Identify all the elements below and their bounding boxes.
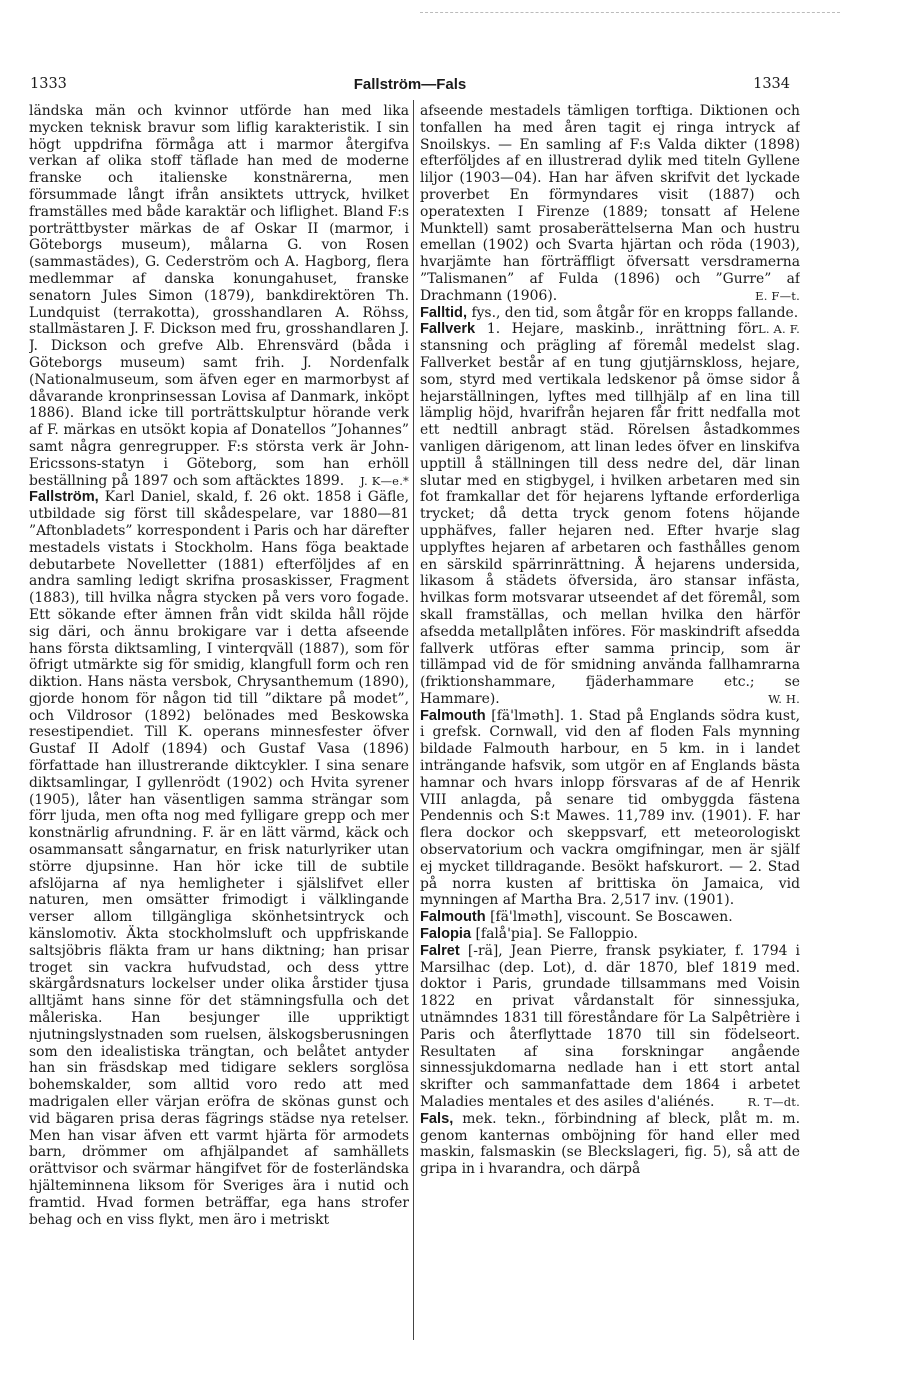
- entry-text: Karl Daniel, skald, f. 26 okt. 1858 i Gäfle, utbildade sig först till skådespelare, var 1880—81 ”Aftonbladets” korrespondent i Paris och har därefter mestadels vistats i Stockholm. Hans föga beaktade debutarbete Novelletter (1881) efterföljdes af en andra samling ledigt skrifna prosaskisser, Fragment (1883), till hvilka några stycken på vers voro fogade. Ett sökande efter ämnen från vidt skilda håll röjde sig däri, och ännu brokigare var i detta afseende hans första diktsamling, I vinterqväll (1887), som för öfrigt utmärkte sig för smidig, klangfull form och ren diktion. Hans nästa versbok, Chrysanthemum (1890), gjorde honom för någon tid till ”diktare på modet”, och Vildrosor (1892) belönades med Beskowska resestipendiet. Till K. operans minnesfester öfver Gustaf II Adolf (1894) och Gustaf Vasa (1896) författade han illustrerande diktcykler. I sina senare diktsamlingar, I gyllenrödt (1902) och Hvita syrener (1905), låter han väsentligen samma strängar som förr ljuda, men ofta nog med fylligare grepp och mer konstnärlig afrundning. F. är en lätt värmd, käck och osammansatt sångarnatur, en frisk naturlyriker utan större djupsinne. Han hör icke till de subtile afslöjarna af nya hemligheter i själslifvet eller naturen, men omsätter frimodigt i välklingande verser allom tillgängliga skönhetsintryck och känslomotiv. Äkta stockholmsluft och uppfriskande saltsjöbris fläkta fram ur hans diktning; han prisar troget sin vackra hufvudstad, och dess yttre skärgårdsnaturs lockelser under olika årstider tjusa alltjämt hans sinne för det stämningsfulla och det måleriska. Han besjunger ille uppriktigt njutningslystnaden som ruelsen, älskogsberusningen som den idealistiska trängtan, och belåtet antyder han sin fräsdskap med tidigare seklers sorglösa bohemskalder, som alltid voro redo att med madrigalen eller värjan eröfra de skönas gunst och vid bägaren prisa deras fägrings städse nya retelser. Men han visar äfven ett varmt hjärta för armodets barn, drömmer om afhjälpandet af samhällets orättvisor och svärmar hängifvet för de fosterländska hjälteminnena liksom för Sveriges ära i nutid och framtid. Hvad formen beträffar, ega hans strofer behag och en viss flykt, men äro i metriskt: [29, 489, 409, 1228]
- entry-falmouth-viscount: [420, 909, 800, 926]
- right-page-number: 1334: [753, 76, 790, 92]
- headword: Falmouth: [420, 707, 486, 724]
- headword: Falret: [420, 942, 460, 959]
- entry-falret: [420, 943, 800, 1111]
- headword: Fals,: [420, 1110, 454, 1127]
- right-column: [420, 103, 800, 1353]
- entry-text: [falå'pia]. Se Falloppio.: [471, 926, 638, 943]
- author-signature: E. F—t.: [755, 288, 800, 303]
- paragraph-text: ländska män och kvinnor utförde han med lika mycken teknisk bravur som liflig karakteristik. I sin högt uppdrifna förmåga att i marmor återgifva verkan af olika stoff täflade han med de moderne franske och italienske konstnärerna, men försummade långt ifrån ansiktets uttryck, hvilket framställes med både karaktär och liflighet. Bland F:s porträttbyster märkas de af Oskar II (marmor, i Göteborgs museum), målarna G. von Rosen (sammastädes), G. Cederström och A. Hagborg, flera medlemmar af danska konungahuset, franske senatorn Jules Simon (1879), bankdirektören Th. Lundquist (terrakotta), grosshandlaren A. Röhss, stallmästaren J. F. Dickson med fru, grosshandlaren J. J. Dickson och grefve Alb. Ehrensvärd (båda i Göteborgs museum) samt frih. J. Nordenfalk (Nationalmuseum, som äfven eger en marmorbyst af dåvarande kronprinsessan Lovisa af Danmark, inköpt 1886). Bland icke till porträttskulptur hörande verk af F. märkas en utsökt kopia af Donatellos ”Johannes” samt några genregrupper. F:s största verk är John-Ericssons-statyn i Göteborg, som han erhöll beställning på 1897 och som aftäcktes 1899.: [29, 103, 409, 489]
- entry-text: mek. tekn., förbindning af bleck, plåt m. m. genom kanternas omböjning för hand eller med maskin, falsmaskin (se Bleckslageri, fig. 5), så att de gripa in i hvarandra, och därpå: [420, 1110, 800, 1178]
- left-page-number: 1333: [30, 76, 67, 92]
- entry-fals: [420, 1111, 800, 1178]
- article-continuation: [29, 103, 409, 489]
- scan-edge-line: [420, 12, 840, 14]
- entry-fallverk: [420, 321, 800, 707]
- column-divider: [413, 100, 414, 1340]
- entry-text: [-rä], Jean Pierre, fransk psykiater, f. 1794 i Marsilhac (dep. Lot), d. där 1870, blef 1819 med. doktor i Paris, grundade tillsammans med Voisin 1822 en privat vårdanstalt för sinnessjuka, utnämndes 1831 till föreståndare för La Salpêtrière i Paris och återflyttade 1870 till sin födelseort. Resultaten af sina forskningar angående sinnessjukdomarna nedlade han i ett stort antal skrifter och sammanfattade dem 1864 i arbetet Maladies mentales et des asiles d'aliénés.: [420, 942, 800, 1111]
- entry-continuation: [420, 103, 800, 305]
- entry-text: [fä'lməth]. 1. Stad på Englands södra kust, i grefsk. Cornwall, vid den af floden Fals mynning bildade Falmouth harbour, en 5 km. in i landet inträngande hafsvik, som utgör en af Englands bästa hamnar och hvars inlopp försvaras af de af Henrik VIII anlagda, på senare tid ombyggda fästena Pendennis och S:t Mawes. 11,789 inv. (1901). F. har flera dockor och skeppsvarf, ett meteorologiskt observatorium och vackra omgifningar, men är själf ej mycket tilldragande. Besökt hafskurort. — 2. Stad på norra kusten af brittiska ön Jamaica, vid mynningen af Martha Bra. 2,517 inv. (1901).: [420, 707, 800, 909]
- headword: Falltid,: [420, 304, 468, 321]
- entry-falopia: [420, 926, 800, 943]
- left-column: [29, 103, 409, 1353]
- author-signature: J. K—e.*: [360, 473, 409, 488]
- headword: Fallström,: [29, 489, 99, 506]
- entry-text: [fä'lməth], viscount. Se Boscawen.: [485, 909, 733, 926]
- entry-text: fys., den tid, som åtgår för en kropps fallande.: [467, 304, 799, 321]
- headword: Fallverk: [420, 321, 476, 338]
- entry-fallstrom: [29, 489, 409, 1228]
- entry-text: 1. Hejare, maskinb., inrättning för stansning och prägling af föremål medelst slag. Fallverket består af en tung gjutjärnskloss, hejare, som, styrd med vertikala ledskenor på ömse sidor å hejarställningen, lyftes med tillhjälp af en lina till lämplig höjd, hvarifrån hejaren får fritt nedfalla mot ett nedtill anbragt städ. Rörelsen åstadkommes vanligen därigenom, att linan ledes öfver en linskifva upptill å ställningen till dess nedre del, där linan slutar med en stigbygel, i hvilken arbetaren med sin fot framkallar det för hejarens lyftande erforderliga trycket; då detta tryck genom fotens höjande upphäfves, faller hejaren ned. Efter hvarje slag upplyftes hejaren af arbetaren och fasthålles genom en särskild spärrinrättning. Å hejarens undersida, likasom å städets öfversida, äro stansar infästa, hvilkas form motsvarar utseendet af det föremål, som skall framställas, och mellan hvilka den härför afsedda metallplåten införes. För maskindrift afsedda fallverk utföras efter samma princip, som är tillämpad vid de för smidning använda fallhamrarna (friktionshammare, fjäderhammare etc.; se Hammare).: [420, 321, 800, 707]
- page-header: [30, 76, 790, 96]
- running-title: Fallström—Fals: [353, 76, 467, 93]
- paragraph-text: afseende mestadels tämligen torftiga. Diktionen och tonfallen ha med åren tagit ej ringa intryck af Snoilskys. — En samling af F:s Valda dikter (1898) efterföljdes af en illustrerad dylik med titeln Gyllene liljor (1903—04). Han har äfven skrifvit det lyckade proverbet En förmyndares visit (1887) och operatexten I Firenze (1889; tonsatt af Helene Munktell) samt prosaberättelserna Man och hustru emellan (1902) och Svarta hjärtan och röda (1903), hvarjämte han förträffligt öfversatt versdramerna ”Talismanen” af Fulda (1896) och ”Gurre” af Drachmann (1906).: [420, 103, 800, 304]
- entry-falmouth-town: [420, 708, 800, 910]
- author-signature: R. T—dt.: [747, 1095, 800, 1110]
- headword: Falmouth: [420, 909, 486, 926]
- headword: Falopia: [420, 926, 472, 943]
- author-signature: W. H.: [768, 691, 800, 706]
- author-signature: L. A. F.: [757, 322, 800, 337]
